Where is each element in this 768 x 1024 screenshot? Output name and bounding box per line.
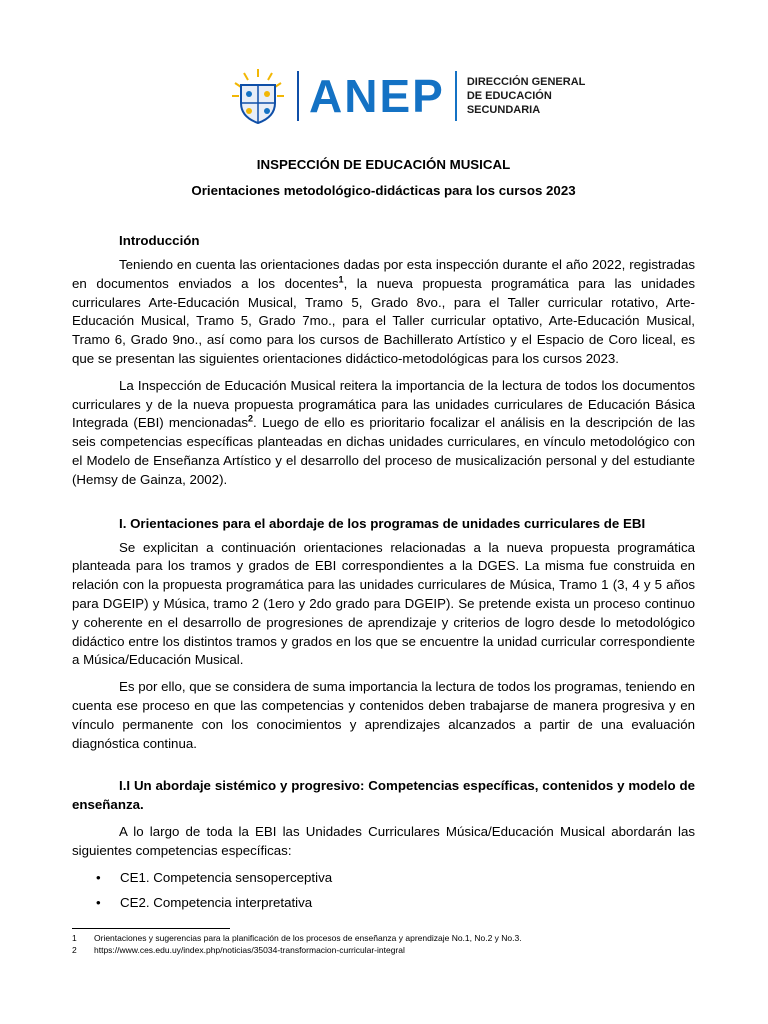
bullet-icon: • [96, 869, 101, 885]
list-item [72, 894, 695, 913]
logo-sub-line: DE EDUCACIÓN [466, 90, 552, 102]
logo-subtitle [467, 75, 586, 117]
intro-paragraph-1 [72, 256, 695, 369]
logo-divider [455, 71, 457, 121]
anep-logo [225, 60, 623, 132]
paragraph-text: La Inspección de Educación Musical reitera la importancia de la lectura de todos los documentos curriculares y de la nueva propuesta programática para las unidades curriculares de Educación Básica Integrada (EBI) mencionadas [72, 377, 695, 431]
footnote-ref[interactable]: 1 [338, 274, 344, 285]
footnote-ref[interactable]: 2 [248, 413, 254, 424]
section-1-1-paragraph-1: A lo largo de toda la EBI las Unidades Curriculares Música/Educación Musical abordarán las siguientes competencias específicas: [72, 823, 695, 858]
footnote-text: Orientaciones y sugerencias para la planificación de los procesos de enseñanza y aprendizaje No.1, No.2 y No.3. [94, 933, 522, 943]
logo-divider [297, 71, 299, 121]
paragraph-text: Teniendo en cuenta las orientaciones dadas por esta inspección durante el año 2022, registradas en documentos enviados a los docentes [72, 257, 695, 291]
footnote-divider [72, 928, 230, 929]
list-item-text: CE2. Competencia interpretativa [120, 895, 313, 911]
paragraph-text: , la nueva propuesta programática para las unidades curriculares Arte-Educación Musical, Tramo 5, Grado 8vo., para el Taller curricular rotativo, Arte-Educación Musical, Tramo 5, Grado 7mo., para el Taller curricular optativo, Arte-Educación Musical, Tramo 6, Grado 9no., así como para los cursos de Bachillerato Artístico y el Espacio de Coro liceal, es que se presentan las siguientes orientaciones didáctico-metodológicas para los cursos 2023. [72, 275, 695, 366]
section-1-1-heading: I.I Un abordaje sistémico y progresivo: Competencias específicas, contenidos y modelo de enseñanza. [72, 778, 695, 813]
logo-sub-line: SECUNDARIA [466, 104, 541, 116]
logo-sub-line: DIRECCIÓN GENERAL [466, 76, 586, 88]
list-item-text: CE1. Competencia sensoperceptiva [120, 869, 333, 885]
competency-list [72, 869, 695, 914]
footnotes [72, 932, 695, 956]
document-body [72, 155, 695, 920]
footnote-link[interactable]: https://www.ces.edu.uy/index.php/noticias/35034-transformacion-curricular-integral [94, 945, 405, 955]
footnote [72, 944, 695, 956]
footnote-number: 1 [72, 933, 77, 943]
logo-wordmark: ANEP [309, 70, 445, 122]
list-item [72, 869, 695, 888]
page-subtitle: Orientaciones metodológico-didácticas para los cursos 2023 [191, 183, 576, 198]
intro-paragraph-2 [72, 377, 695, 490]
section-1-heading: I. Orientaciones para el abordaje de los programas de unidades curriculares de EBI [119, 515, 646, 531]
section-1-paragraph-2: Es por ello, que se considera de suma importancia la lectura de todos los programas, teniendo en cuenta ese proceso en que las competencias y contenidos deben trabajarse de manera progresiva y en vínculo permanente con los conocimientos y aprendizajes alcanzados a partir de una evaluación diagnóstica continua. [72, 679, 695, 751]
footnote [72, 932, 695, 944]
page-title: INSPECCIÓN DE EDUCACIÓN MUSICAL [256, 157, 511, 172]
intro-heading: Introducción [119, 233, 200, 248]
footnote-number: 2 [72, 945, 77, 955]
bullet-icon: • [96, 895, 101, 911]
section-1-paragraph-1: Se explicitan a continuación orientaciones relacionadas a la nueva propuesta programática planteada para los tramos y grados de EBI correspondientes a la DGES. La misma fue construida en relación con la propuesta programática para las unidades curriculares de Música, Tramo 1 (3, 4 y 5 años para DGEIP) y Música, tramo 2 (1ero y 2do grado para DGEIP). Se pretende exista un proceso continuo y coherente en el desarrollo de progresiones de aprendizaje y criterios de logro desde lo metodológico didáctico entre los distintos tramos y grados en los que se encuentre la unidad curricular correspondiente a Música/Educación Musical. [72, 539, 695, 668]
sun-shield-icon [227, 65, 289, 127]
paragraph-text: . Luego de ello es prioritario focalizar el análisis en la descripción de las seis competencias específicas planteadas en dichas unidades curriculares, en vínculo metodológico con el Modelo de Enseñanza Artístico y el desarrollo del proceso de musicalización personal y del estudiante (Hemsy de Gainza, 2002). [72, 415, 695, 487]
